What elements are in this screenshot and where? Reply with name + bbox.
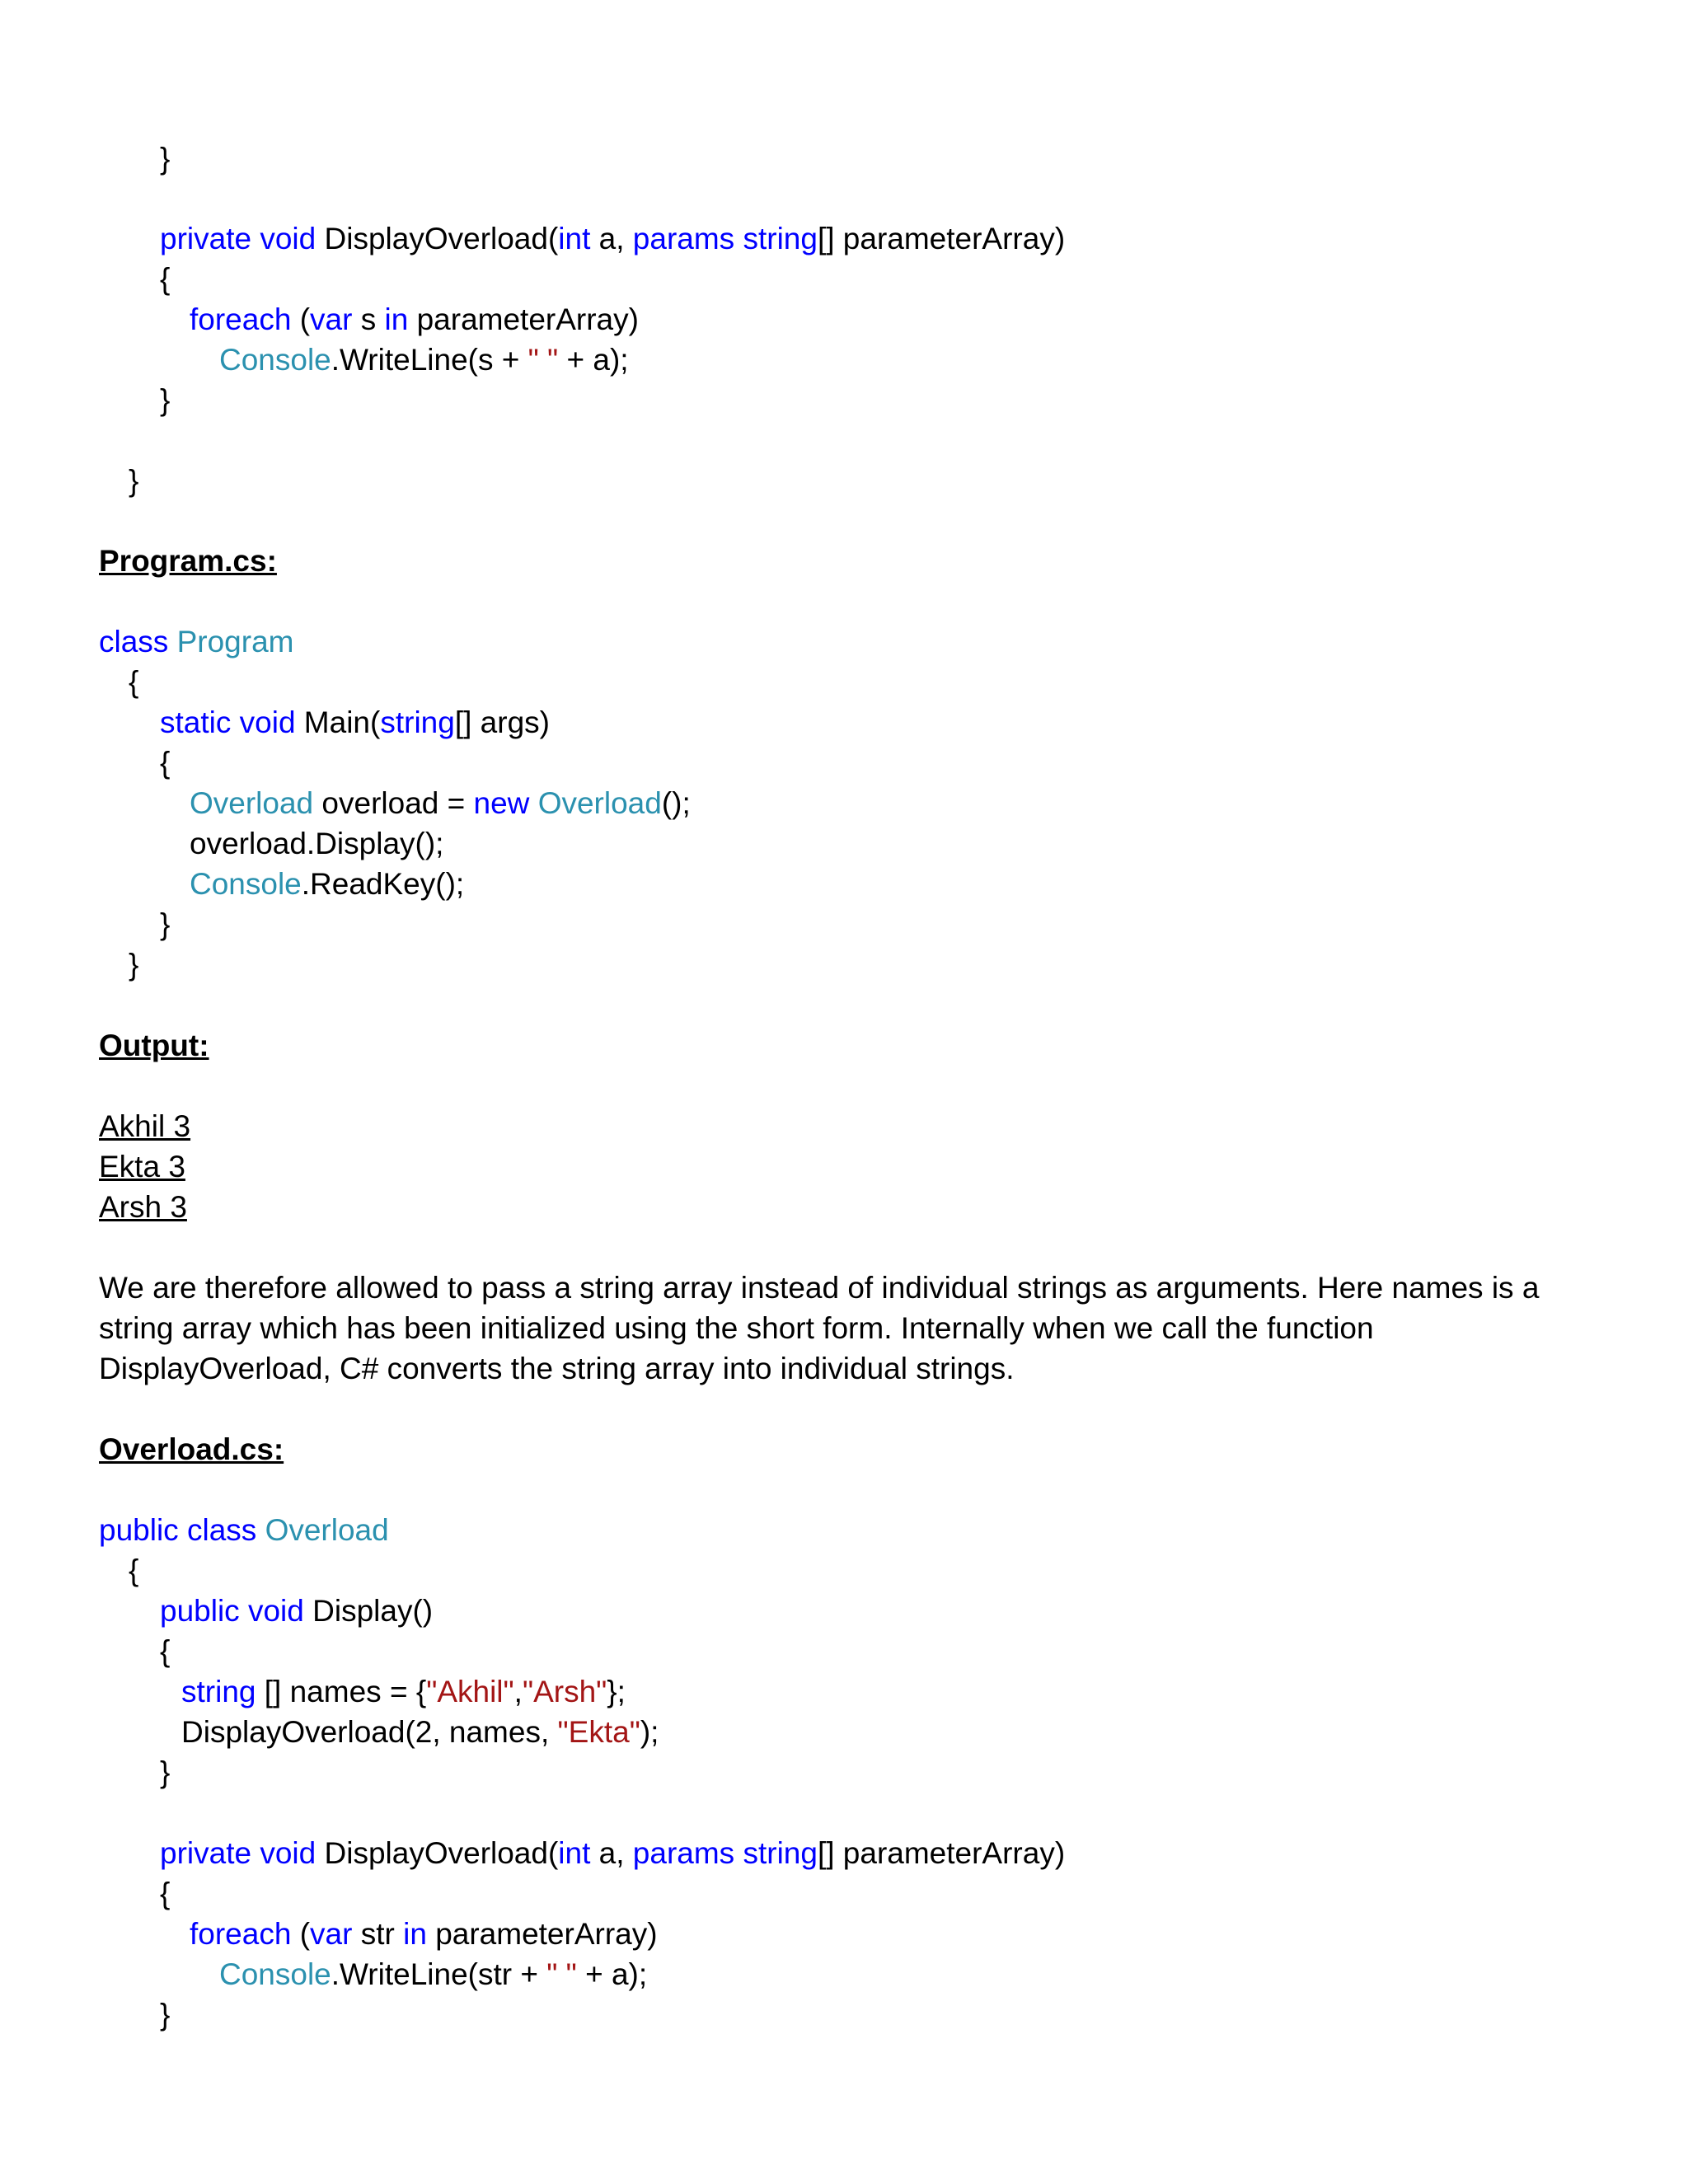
- code-line: [160, 904, 170, 944]
- code-text: [] parameterArray): [817, 222, 1066, 255]
- code-text: [256, 1513, 265, 1547]
- code-text: }: [160, 142, 171, 176]
- code-keyword: public: [160, 1594, 240, 1628]
- code-text: {: [160, 1634, 171, 1668]
- code-line: [160, 218, 1065, 259]
- code-line: [190, 783, 691, 823]
- code-line: [129, 1550, 138, 1591]
- code-text: parameterArray): [408, 302, 639, 336]
- code-text: }: [160, 383, 171, 417]
- code-text: .ReadKey();: [301, 867, 465, 901]
- code-line: [219, 1954, 647, 1994]
- code-text: DisplayOverload(2, names,: [181, 1715, 558, 1749]
- code-text: [231, 705, 239, 739]
- code-text: [240, 1594, 248, 1628]
- output-line: Arsh 3: [99, 1190, 187, 1224]
- code-text: Display(): [303, 1594, 434, 1628]
- code-text: (: [291, 1917, 311, 1951]
- code-text: parameterArray): [426, 1917, 658, 1951]
- code-string: " ": [528, 343, 559, 377]
- code-type: Console: [219, 343, 331, 377]
- code-line: [129, 944, 138, 985]
- code-text: {: [160, 262, 171, 296]
- section-heading-program: Program.cs:: [99, 544, 277, 578]
- code-line: [160, 138, 170, 179]
- code-keyword: string: [743, 1836, 818, 1870]
- code-keyword: void: [260, 1836, 316, 1870]
- code-keyword: string: [743, 222, 818, 255]
- code-keyword: int: [558, 222, 591, 255]
- code-text: s: [352, 302, 385, 336]
- code-text: a,: [590, 1836, 633, 1870]
- output-line: Akhil 3: [99, 1109, 191, 1143]
- code-keyword: var: [310, 1917, 353, 1951]
- code-keyword: string: [380, 705, 455, 739]
- code-keyword: static: [160, 705, 232, 739]
- code-keyword: public: [99, 1513, 179, 1547]
- code-line: [160, 259, 170, 299]
- code-line: [160, 1994, 170, 2035]
- code-keyword: int: [558, 1836, 591, 1870]
- code-keyword: in: [384, 302, 409, 336]
- code-line: [160, 380, 170, 420]
- code-keyword: in: [403, 1917, 427, 1951]
- code-text: }: [129, 464, 139, 498]
- code-type: Overload: [190, 786, 314, 820]
- code-text: }: [160, 907, 171, 941]
- code-text: DisplayOverload(: [316, 222, 559, 255]
- code-text: ();: [661, 786, 691, 820]
- code-text: );: [640, 1715, 659, 1749]
- code-string: " ": [546, 1957, 577, 1991]
- paragraph-line: string array which has been initialized using the short form. Internally when we call the function: [99, 1311, 1374, 1345]
- code-text: a,: [590, 222, 633, 255]
- code-text: {: [129, 665, 139, 699]
- code-text: Main(: [295, 705, 381, 739]
- code-text: .WriteLine(str +: [331, 1957, 547, 1991]
- code-line: [160, 1631, 170, 1671]
- code-text: [] args): [454, 705, 550, 739]
- code-keyword: var: [310, 302, 353, 336]
- code-text: [251, 222, 260, 255]
- code-line: [190, 823, 443, 864]
- code-line: [160, 702, 550, 743]
- code-line: [160, 1591, 433, 1631]
- code-line: [181, 1712, 659, 1752]
- code-text: + a);: [576, 1957, 648, 1991]
- code-type: Console: [219, 1957, 331, 1991]
- section-heading-overload: Overload.cs:: [99, 1432, 284, 1466]
- code-keyword: string: [181, 1675, 256, 1708]
- code-keyword: params: [632, 222, 735, 255]
- code-keyword: class: [186, 1513, 257, 1547]
- code-line: [190, 1914, 658, 1954]
- code-text: [] parameterArray): [817, 1836, 1066, 1870]
- code-line: [129, 662, 138, 702]
- code-text: overload =: [313, 786, 474, 820]
- code-keyword: new: [473, 786, 530, 820]
- code-line: [160, 1833, 1065, 1873]
- code-line: [160, 1873, 170, 1914]
- code-line: [99, 621, 293, 662]
- code-text: overload.Display();: [190, 827, 444, 860]
- code-line: [129, 461, 138, 501]
- code-line: [160, 743, 170, 783]
- code-string: "Ekta": [557, 1715, 640, 1749]
- code-text: {: [129, 1554, 139, 1587]
- code-text: [734, 222, 743, 255]
- code-type: Program: [176, 625, 294, 658]
- code-keyword: private: [160, 1836, 252, 1870]
- code-text: };: [607, 1675, 626, 1708]
- code-type: Overload: [265, 1513, 389, 1547]
- code-string: "Akhil": [426, 1675, 514, 1708]
- code-text: .WriteLine(s +: [331, 343, 528, 377]
- code-type: Overload: [537, 786, 662, 820]
- code-keyword: void: [239, 705, 296, 739]
- code-line: [190, 299, 639, 340]
- code-line: [219, 340, 629, 380]
- code-keyword: params: [632, 1836, 735, 1870]
- paragraph-line: DisplayOverload, C# converts the string array into individual strings.: [99, 1352, 1015, 1385]
- code-keyword: foreach: [190, 1917, 292, 1951]
- code-text: [168, 625, 176, 658]
- code-text: ,: [513, 1675, 523, 1708]
- code-text: {: [160, 746, 171, 780]
- code-text: }: [160, 1755, 171, 1789]
- code-text: DisplayOverload(: [316, 1836, 559, 1870]
- output-line: Ekta 3: [99, 1150, 185, 1183]
- paragraph-line: We are therefore allowed to pass a string array instead of individual strings as arguments. Here names is a: [99, 1271, 1540, 1305]
- code-keyword: foreach: [190, 302, 292, 336]
- code-keyword: void: [247, 1594, 304, 1628]
- code-keyword: void: [260, 222, 316, 255]
- code-text: (: [291, 302, 311, 336]
- code-text: [179, 1513, 187, 1547]
- code-text: [734, 1836, 743, 1870]
- code-type: Console: [190, 867, 302, 901]
- code-line: [99, 1510, 389, 1550]
- code-text: [529, 786, 537, 820]
- code-line: [181, 1671, 626, 1712]
- code-line: [160, 1752, 170, 1793]
- code-text: {: [160, 1877, 171, 1910]
- section-heading-output: Output:: [99, 1029, 209, 1062]
- code-text: }: [129, 948, 139, 982]
- code-string: "Arsh": [522, 1675, 607, 1708]
- explanation-paragraph: [99, 1268, 1582, 1389]
- code-text: }: [160, 1998, 171, 2032]
- code-text: str: [352, 1917, 404, 1951]
- code-text: + a);: [558, 343, 629, 377]
- code-text: [] names = {: [256, 1675, 427, 1708]
- code-keyword: private: [160, 222, 252, 255]
- code-text: [251, 1836, 260, 1870]
- code-keyword: class: [99, 625, 169, 658]
- code-line: [190, 864, 464, 904]
